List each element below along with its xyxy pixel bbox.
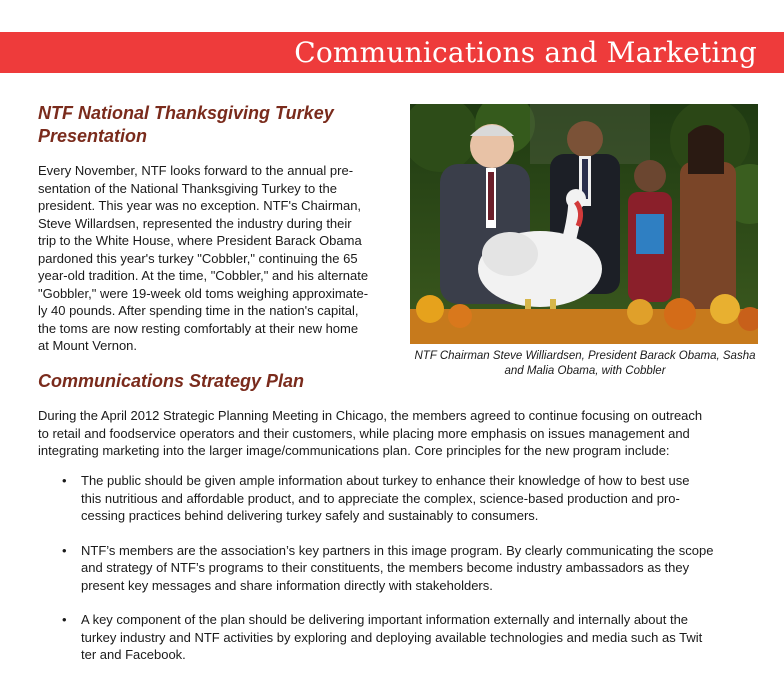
text-line: president. This year was no exception. NTF's Chairman, — [38, 198, 362, 213]
heading-line: NTF National Thanksgiving Turkey — [38, 103, 334, 123]
text-line: pardoned this year's turkey "Cobbler," continuing the 65 — [38, 250, 358, 266]
text-line: The public should be given ample information about turkey to enhance their knowledge of how to best use — [81, 473, 690, 488]
text-line: Every November, NTF looks forward to the annual pre- — [38, 163, 354, 178]
text-line: During the April 2012 Strategic Planning Meeting in Chicago, the members agreed to continue focusing on outreach — [38, 408, 703, 423]
text-line: A key component of the plan should be delivering important information externally and internally about the — [81, 612, 689, 627]
bullet-icon: • — [62, 542, 67, 558]
text-line: NTF’s members are the association’s key partners in this image program. By clearly communicating the scope — [81, 542, 714, 558]
bullet-icon: • — [62, 473, 67, 488]
text-line: present key messages and share information directly with stakeholders. — [81, 577, 493, 593]
list-item — [62, 542, 762, 595]
text-line: Steve Willardsen, represented the industry during their — [38, 215, 352, 231]
core-principles-list — [62, 472, 762, 681]
list-item — [62, 472, 762, 525]
text-line: "Gobbler," were 19-week old toms weighing approximate- — [38, 285, 369, 301]
text-line: turkey industry and NTF activities by exploring and deploying available technologies and media such as Twit — [81, 629, 703, 645]
text-line: ly 40 pounds. After spending time in the nation's capital, — [38, 303, 359, 318]
text-line: ter and Facebook. — [81, 647, 186, 662]
caption-line: NTF Chairman Steve Williardsen, President Barack Obama, Sasha — [414, 350, 756, 362]
text-line: cessing practices behind delivering turkey safely and sustainably to consumers. — [81, 508, 539, 523]
text-line: sentation of the National Thanksgiving Turkey to the — [38, 180, 337, 196]
text-line: integrating marketing into the larger image/communications plan. Core principles for the new program include: — [38, 443, 670, 458]
strategy-intro — [38, 407, 766, 460]
photo-caption — [406, 349, 764, 379]
section-heading-turkey — [38, 102, 398, 148]
turkey-pardon-photo — [410, 104, 758, 344]
turkey-paragraph — [38, 162, 410, 355]
caption-line: and Malia Obama, with Cobbler — [504, 365, 666, 377]
text-line: at Mount Vernon. — [38, 338, 138, 353]
text-line: year-old tradition. At the time, "Cobbler," and his alternate — [38, 268, 369, 283]
text-line: trip to the White House, where President Barack Obama — [38, 233, 362, 248]
bullet-icon: • — [62, 612, 67, 627]
text-line: this nutritious and affordable product, and to appreciate the complex, science-based production and pro- — [81, 490, 680, 506]
page-title: Communications and Marketing — [294, 36, 757, 69]
text-line: and strategy of NTF’s programs to their constituents, the members become industry ambassadors as they — [81, 560, 690, 575]
heading-line: Presentation — [38, 126, 148, 146]
text-line: to retail and foodservice operators and their customers, while placing more emphasis on issues management and — [38, 425, 690, 441]
photo-illustration — [410, 104, 758, 344]
list-item — [62, 611, 762, 664]
text-line: the toms are now resting comfortably at their new home — [38, 320, 359, 336]
section-heading-strategy: Communications Strategy Plan — [38, 371, 305, 391]
